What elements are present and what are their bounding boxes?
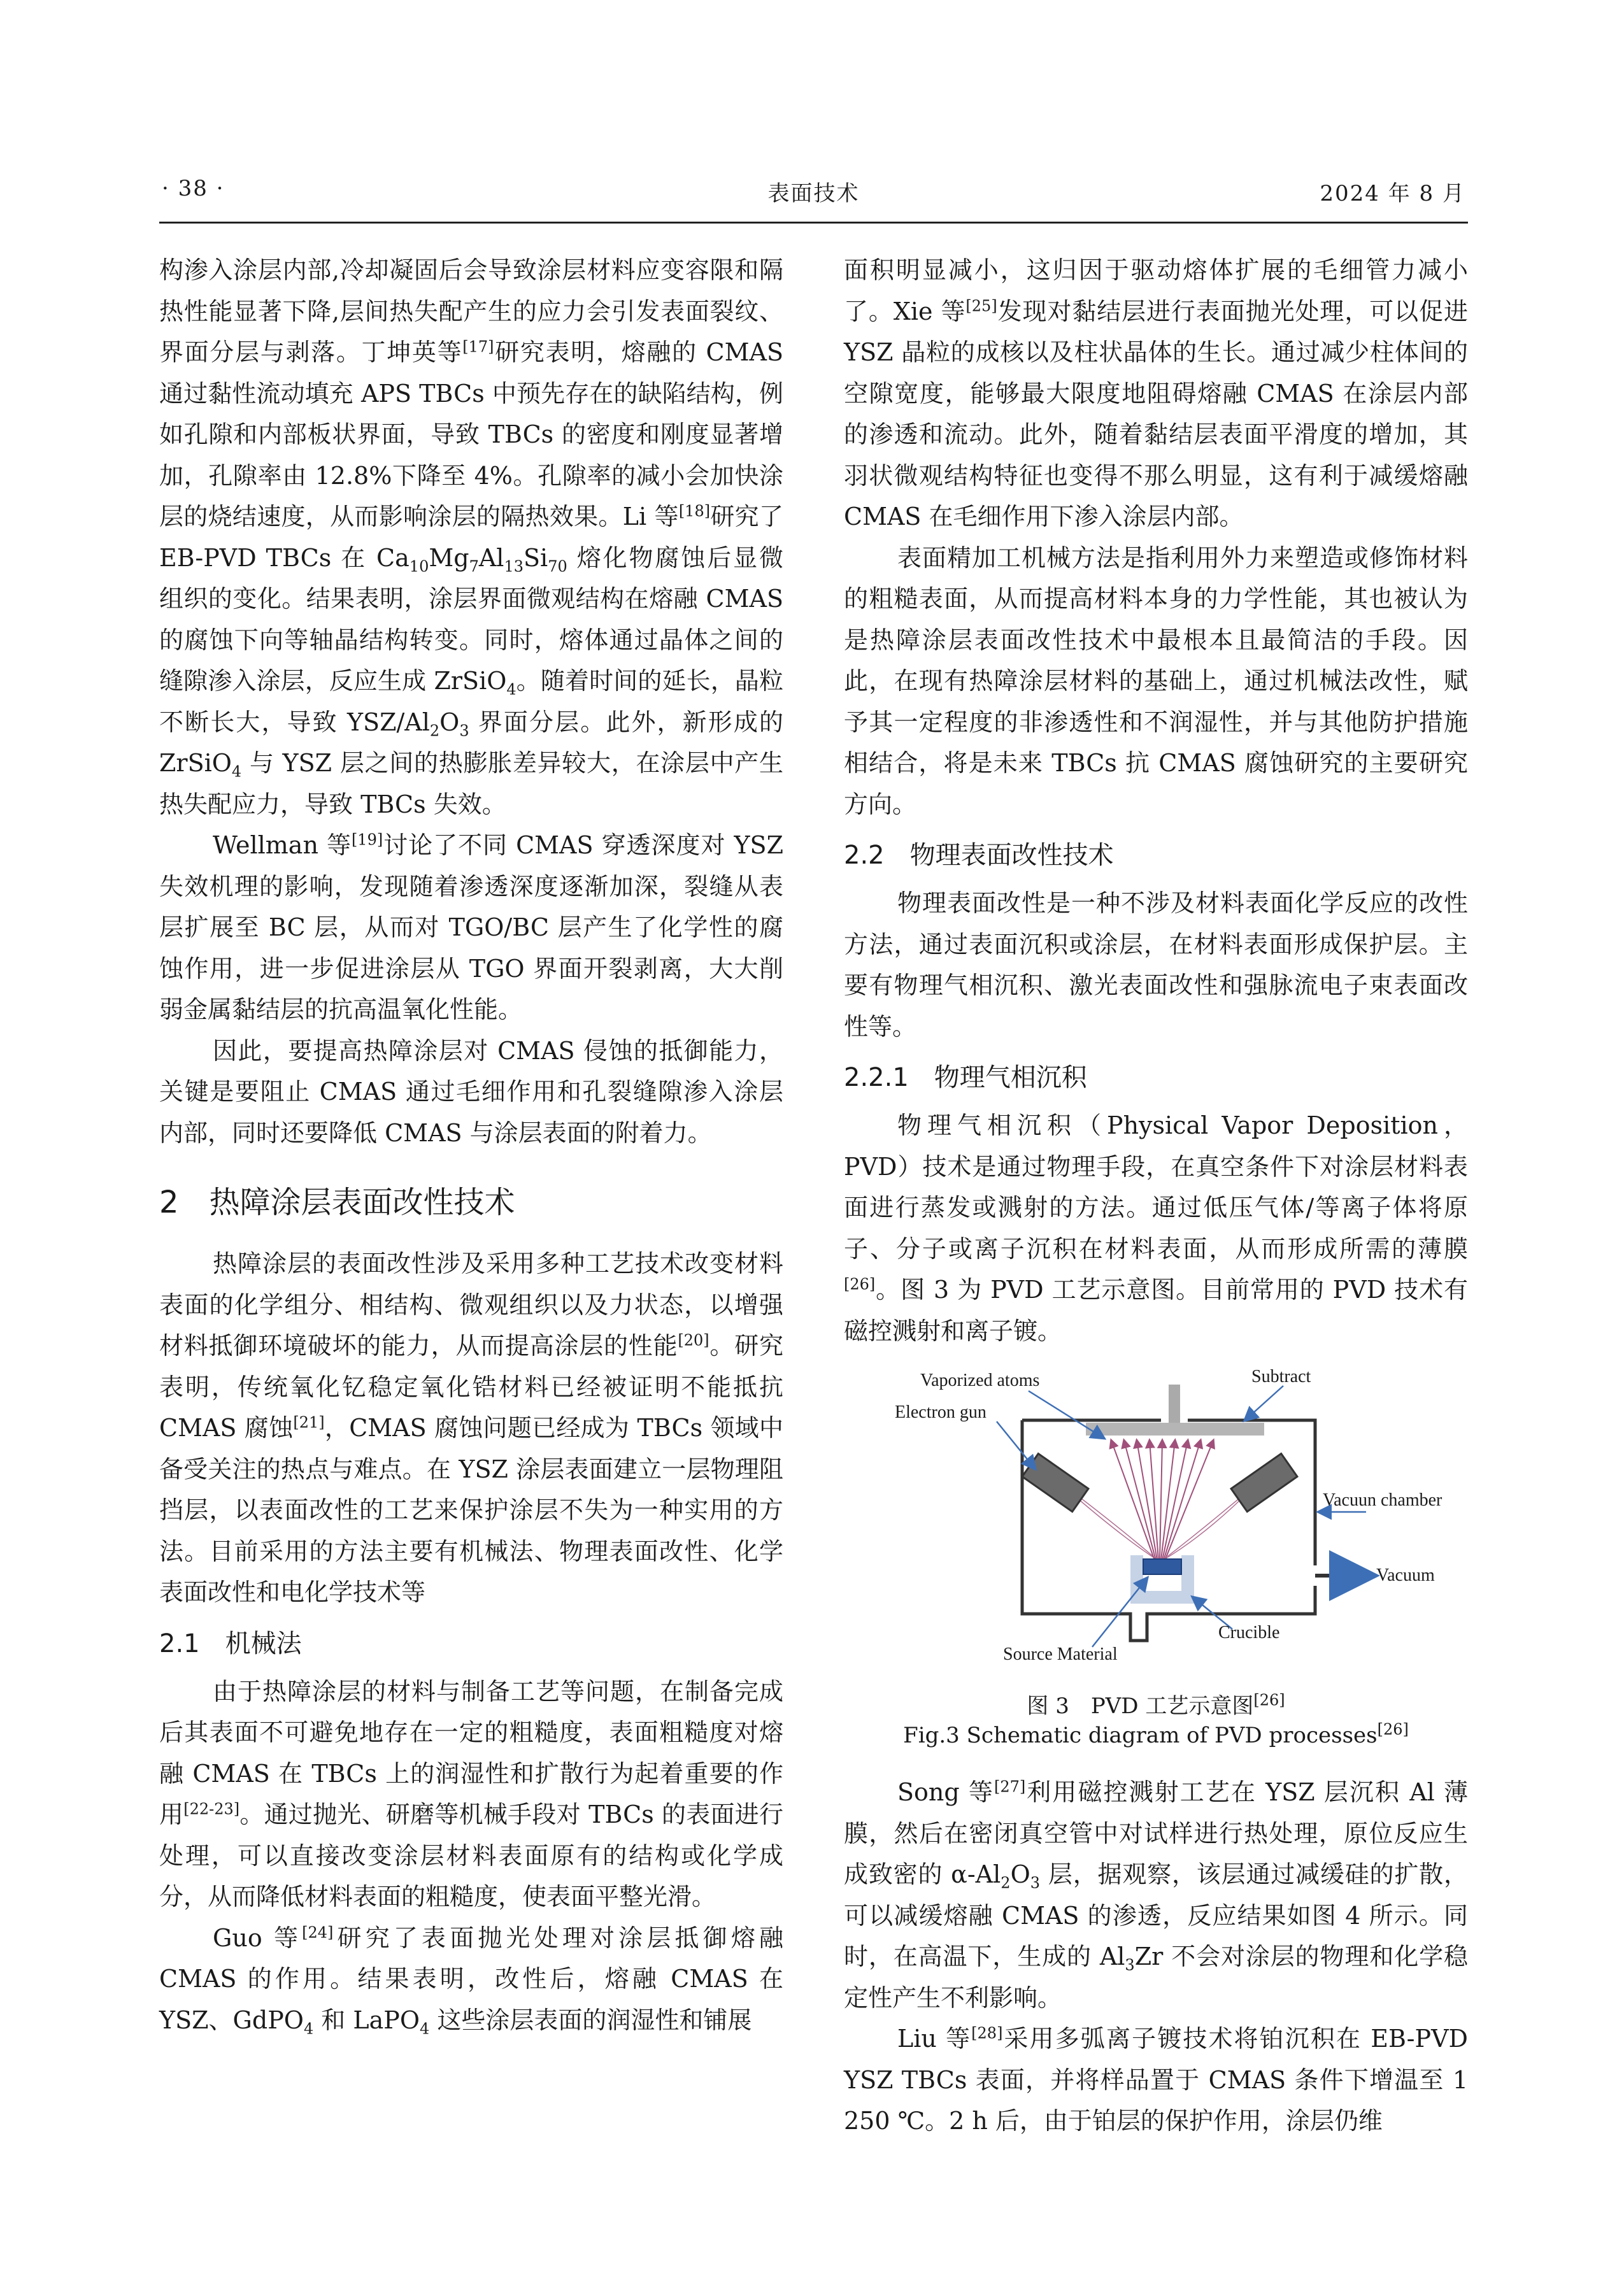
substrate-plate	[1086, 1423, 1264, 1436]
pointer-subtract	[1245, 1386, 1283, 1420]
subsection-number: 2.1	[159, 1628, 200, 1658]
label-electron-gun: Electron gun	[895, 1402, 987, 1422]
paragraph: 物理气相沉积（Physical Vapor Deposition，PVD）技术是通过物理手段，在真空条件下对涂层材料表面进行蒸发或溅射的方法。通过低压气体/等离子体将原子、分子或离子沉积在材料表面，从而形成所需的薄膜[26]。图 3 为 PVD 工艺示意图。目前常用的 PVD 技术有磁控溅射和离子镀。	[844, 1111, 1468, 1345]
electron-beams	[1060, 1483, 1258, 1559]
vapor-atoms	[1111, 1441, 1213, 1560]
issue-date: 2024 年 8 月	[1320, 181, 1465, 206]
pvd-diagram	[844, 1362, 1468, 1688]
figure-caption-en: Fig.3 Schematic diagram of PVD processes[26]	[903, 1720, 1409, 1748]
section-heading	[159, 1178, 783, 1222]
subsection-heading	[159, 1623, 783, 1660]
subsubsection-heading	[844, 1057, 1468, 1094]
label-source-material: Source Material	[1003, 1644, 1118, 1664]
subsubsection-number: 2.2.1	[844, 1063, 909, 1092]
paragraph: Guo 等[24]研究了表面抛光处理对涂层抵御熔融 CMAS 的作用。结果表明，改性后，熔融 CMAS 在 YSZ、GdPO$_4$ 和 LaPO$_4$ 这些涂层表面的润湿性和铺展	[159, 1923, 783, 2038]
paragraph: 面积明显减小，这归因于驱动熔体扩展的毛细管力减小了。Xie 等[25]发现对黏结层进行表面抛光处理，可以促进 YSZ 晶粒的成核以及柱状晶体的生长。通过减少柱体间的空隙宽度，能够最大限度地阻碍熔融 CMAS 在涂层内部的渗透和流动。此外，随着黏结层表面平滑度的增加，其羽状微观结构特征也变得不那么明显，这有利于减缓熔融 CMAS 在毛细作用下渗入涂层内部。	[844, 256, 1468, 531]
label-vacuum: Vacuum	[1376, 1565, 1435, 1585]
subsection-title: 机械法	[225, 1628, 302, 1658]
paragraph: 热障涂层的表面改性涉及采用多种工艺技术改变材料表面的化学组分、相结构、微观组织以及力状态，以增强材料抵御环境破坏的能力，从而提高涂层的性能[20]。研究表明，传统氧化钇稳定氧化锆材料已经被证明不能抵抗 CMAS 腐蚀[21]，CMAS 腐蚀问题已经成为 TBCs 领域中备受关注的热点与难点。在 YSZ 涂层表面建立一层物理阻挡层，以表面改性的工艺来保护涂层不失为一种实用的方法。目前采用的方法主要有机械法、物理表面改性、化学表面改性和电化学技术等	[159, 1250, 784, 1606]
paragraph: 物理表面改性是一种不涉及材料表面化学反应的改性方法，通过表面沉积或涂层，在材料表面形成保护层。主要有物理气相沉积、激光表面改性和强脉流电子束表面改性等。	[844, 889, 1468, 1041]
subsubsection-title: 物理气相沉积	[934, 1063, 1087, 1092]
page-header	[159, 171, 1468, 224]
paragraph: Wellman 等[19]讨论了不同 CMAS 穿透深度对 YSZ 失效机理的影响，发现随着渗透深度逐渐加深，裂缝从表层扩展至 BC 层，从而对 TGO/BC 层产生了化学性的腐蚀作用，进一步促进涂层从 TGO 界面开裂剥离，大大削弱金属黏结层的抗高温氧化性能。	[159, 830, 783, 1023]
subsection-heading	[844, 835, 1468, 871]
journal-title: 表面技术	[767, 181, 860, 206]
paragraph: 由于热障涂层的材料与制备工艺等问题，在制备完成后其表面不可避免地存在一定的粗糙度，表面粗糙度对熔融 CMAS 在 TBCs 上的润湿性和扩散行为起着重要的作用[22-23]。通过抛光、研磨等机械手段对 TBCs 的表面进行处理，可以直接改变涂层材料表面原有的结构或化学成分，从而降低材料表面的粗糙度，使表面平整光滑。	[159, 1677, 783, 1911]
section-title: 热障涂层表面改性技术	[209, 1185, 515, 1220]
label-crucible: Crucible	[1218, 1623, 1280, 1642]
right-column	[844, 250, 1468, 2142]
paragraph: 表面精加工机械方法是指利用外力来塑造或修饰材料的粗糙表面，从而提高材料本身的力学性能，其也被认为是热障涂层表面改性技术中最根本且最简洁的手段。因此，在现有热障涂层材料的基础上，通过机械法改性，赋予其一定程度的非渗透性和不润湿性，并与其他防护措施相结合，将是未来 TBCs 抗 CMAS 腐蚀研究的主要研究方向。	[844, 543, 1468, 818]
subsection-title: 物理表面改性技术	[909, 841, 1114, 870]
page-number: · 38 ·	[162, 176, 225, 201]
pointer-gun	[997, 1421, 1035, 1469]
left-column	[159, 250, 783, 2041]
source-material	[1143, 1559, 1181, 1574]
paragraph: 构渗入涂层内部,冷却凝固后会导致涂层材料应变容限和隔热性能显著下降,层间热失配产生的应力会引发表面裂纹、界面分层与剥落。丁坤英等[17]研究表明，熔融的 CMAS 通过黏性流动填充 APS TBCs 中预先存在的缺陷结构，例如孔隙和内部板状界面，导致 TBCs 的密度和刚度显著增加，孔隙率由 12.8%下降至 4%。孔隙率的减小会加快涂层的烧结速度，从而影响涂层的隔热效果。Li 等[18]研究了 EB-PVD TBCs 在 $Ca_{10}Mg_7Al_{13}Si_{70}$ 熔化物腐蚀后显微组织的变化。结果表明，涂层界面微观结构在熔融 CMAS 的腐蚀下向等轴晶结构转变。同时，熔体通过晶体之间的缝隙渗入涂层，反应生成 ZrSiO$_4$。随着时间的延长，晶粒不断长大，导致 YSZ/$Al_2O_3$ 界面分层。此外，新形成的 ZrSiO$_4$ 与 YSZ 层之间的热膨胀差异较大，在涂层中产生热失配应力，导致 TBCs 失效。	[159, 256, 783, 818]
electron-gun-left	[1022, 1453, 1088, 1511]
figure-caption-cn: 图 3 PVD 工艺示意图[26]	[1027, 1691, 1285, 1719]
electron-gun-right	[1231, 1453, 1297, 1511]
subsection-number: 2.2	[844, 841, 885, 870]
label-vacuum-chamber: Vacuun chamber	[1323, 1490, 1442, 1510]
pvd-figure	[844, 1362, 1468, 1688]
label-vaporized: Vaporized atoms	[920, 1371, 1040, 1390]
paragraph: Liu 等[28]采用多弧离子镀技术将铂沉积在 EB-PVD YSZ TBCs 表面，并将样品置于 CMAS 条件下增温至 1 250 ℃。2 h 后，由于铂层的保护作用，涂层仍维	[844, 2024, 1468, 2135]
pointer-vaporized	[1029, 1391, 1104, 1438]
section-number: 2	[159, 1185, 179, 1220]
substrate-rod	[1169, 1385, 1180, 1423]
paragraph: 因此，要提高热障涂层对 CMAS 侵蚀的抵御能力，关键是要阻止 CMAS 通过毛细作用和孔裂缝隙渗入涂层内部，同时还要降低 CMAS 与涂层表面的附着力。	[159, 1036, 783, 1147]
label-subtract: Subtract	[1251, 1367, 1311, 1386]
paragraph: Song 等[27]利用磁控溅射工艺在 YSZ 层沉积 Al 薄膜，然后在密闭真空管中对试样进行热处理，原位反应生成致密的 $\alpha-Al_2O_3$ 层，据观察，该层通过减缓硅的扩散，可以减缓熔融 CMAS 的渗透，反应结果如图 4 所示。同时，在高温下，生成的 $Al_3Zr$ 不会对涂层的物理和化学稳定性产生不利影响。	[844, 1778, 1468, 2012]
